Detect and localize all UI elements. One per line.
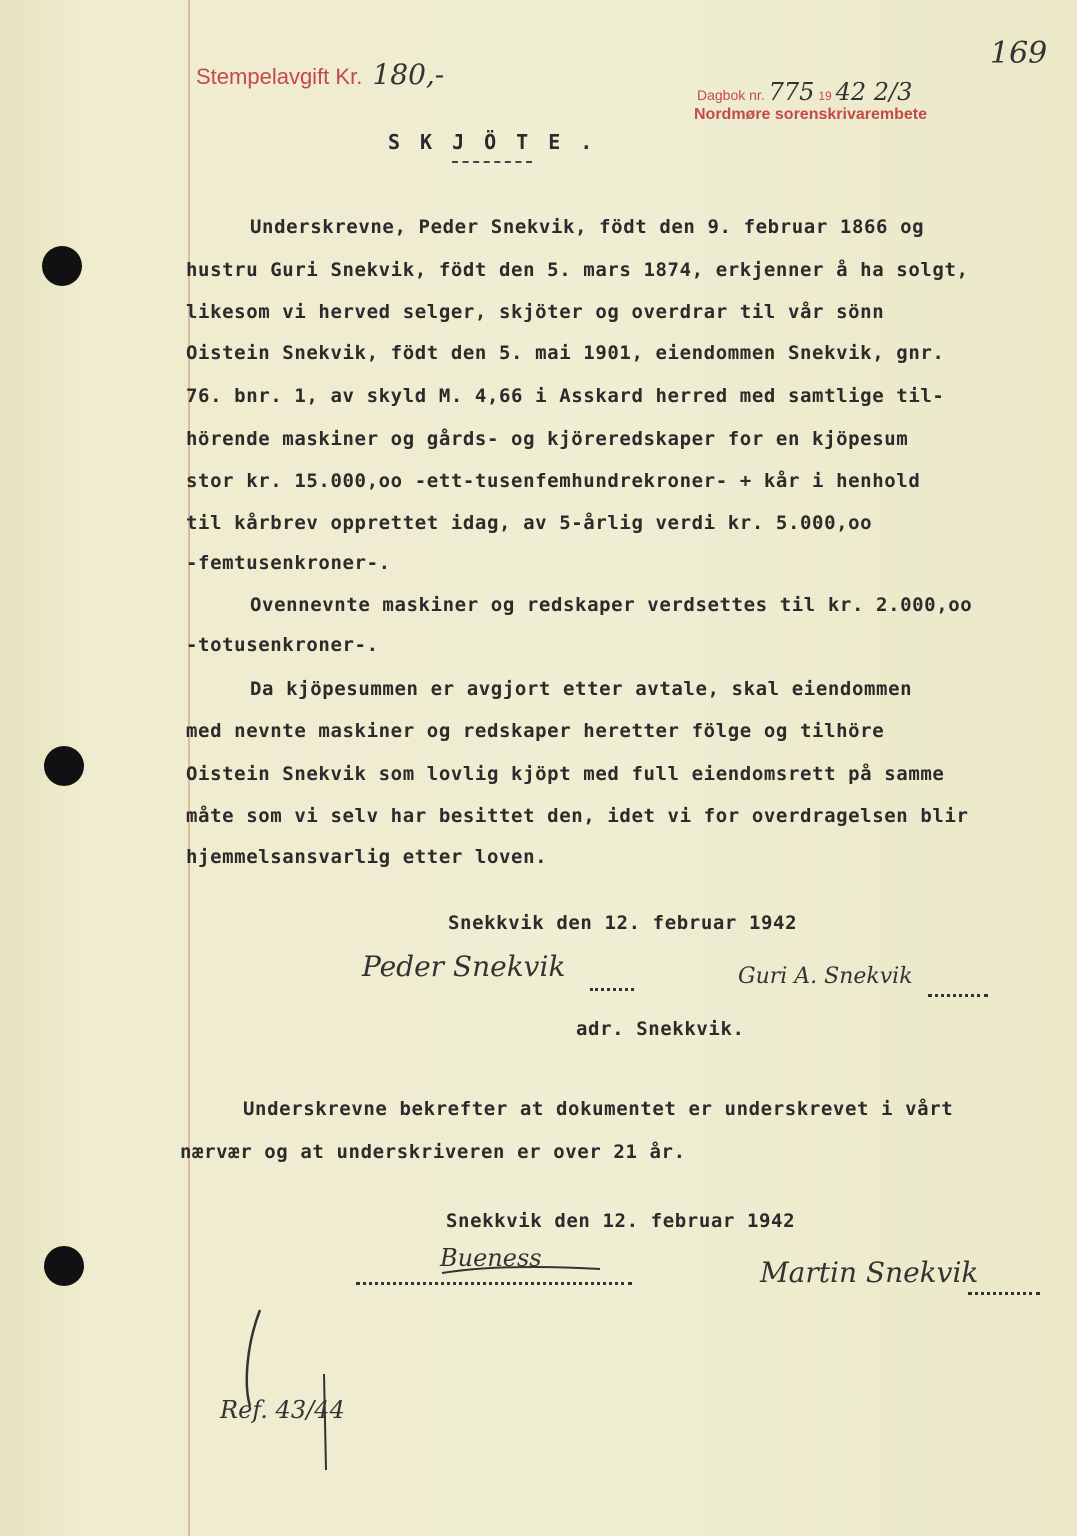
signature-peder: Peder Snekvik [362, 950, 566, 983]
body-line: Da kjöpesummen er avgjort etter avtale, skal eiendommen [250, 678, 913, 700]
witness-signature-1: Bueness [440, 1244, 542, 1272]
page-number: 169 [990, 36, 1048, 71]
dagbok-year-prefix: 19 [818, 89, 832, 103]
body-line: nærvær og at underskriveren er over 21 år. [180, 1141, 686, 1163]
place-date: Snekkvik den 12. februar 1942 [448, 912, 798, 934]
body-line: hjemmelsansvarlig etter loven. [186, 846, 548, 868]
signature-guri: Guri A. Snekvik [738, 964, 913, 989]
body-line: med nevnte maskiner og redskaper heretter fölge og tilhöre [186, 720, 885, 742]
stamp-fee [196, 58, 444, 91]
witness-dots [968, 1292, 1040, 1295]
body-line: Oistein Snekvik, födt den 5. mai 1901, eiendommen Snekvik, gnr. [186, 342, 945, 364]
marginal-note: Ref. 43/44 [220, 1396, 345, 1424]
body-line: stor kr. 15.000,oo -ett-tusenfemhundrekroner- + kår i henhold [186, 470, 921, 492]
dagbok-date: 42 2/3 [835, 78, 913, 106]
witness-signature-2: Martin Snekvik [760, 1256, 979, 1289]
body-line: Underskrevne bekrefter at dokumentet er underskrevet i vårt [243, 1098, 954, 1120]
stamp-fee-label: Stempelavgift Kr. [196, 64, 363, 89]
body-line: Underskrevne, Peder Snekvik, födt den 9. februar 1866 og [250, 216, 925, 238]
body-line: likesom vi herved selger, skjöter og overdrar til vår sönn [186, 301, 885, 323]
signature-dots [928, 994, 988, 997]
office-stamp: Nordmøre sorenskrivarembete [694, 106, 927, 123]
body-line: -femtusenkroner-. [186, 552, 391, 574]
body-line: Ovennevnte maskiner og redskaper verdsettes til kr. 2.000,oo [250, 594, 973, 616]
punch-hole [44, 1246, 84, 1286]
body-line: til kårbrev opprettet idag, av 5-årlig verdi kr. 5.000,oo [186, 512, 873, 534]
document-title: SKJÖTE. [388, 130, 613, 154]
punch-hole [42, 246, 82, 286]
body-line: måte som vi selv har besittet den, idet vi for overdragelsen blir [186, 805, 969, 827]
title-underline [452, 161, 532, 163]
dagbok-number: 775 [768, 78, 815, 106]
witness-dots [356, 1282, 632, 1285]
stamp-fee-value: 180,- [372, 58, 445, 91]
body-line: 76. bnr. 1, av skyld M. 4,66 i Asskard herred med samtlige til- [186, 385, 945, 407]
marginal-rule [318, 1372, 332, 1476]
body-line: hustru Guri Snekvik, födt den 5. mars 1874, erkjenner å ha solgt, [186, 259, 969, 281]
signature-dots [590, 988, 634, 991]
signature-underline [440, 1262, 610, 1281]
place-date: Snekkvik den 12. februar 1942 [446, 1210, 796, 1232]
address: adr. Snekkvik. [576, 1018, 745, 1040]
marginal-bracket [240, 1306, 280, 1460]
punch-hole [44, 746, 84, 786]
body-line: hörende maskiner og gårds- og kjöreredskaper for en kjöpesum [186, 428, 909, 450]
dagbok-stamp [697, 78, 912, 106]
dagbok-label: Dagbok nr. [697, 87, 765, 103]
body-line: Oistein Snekvik som lovlig kjöpt med full eiendomsrett på samme [186, 763, 945, 785]
body-line: -totusenkroner-. [186, 634, 379, 656]
